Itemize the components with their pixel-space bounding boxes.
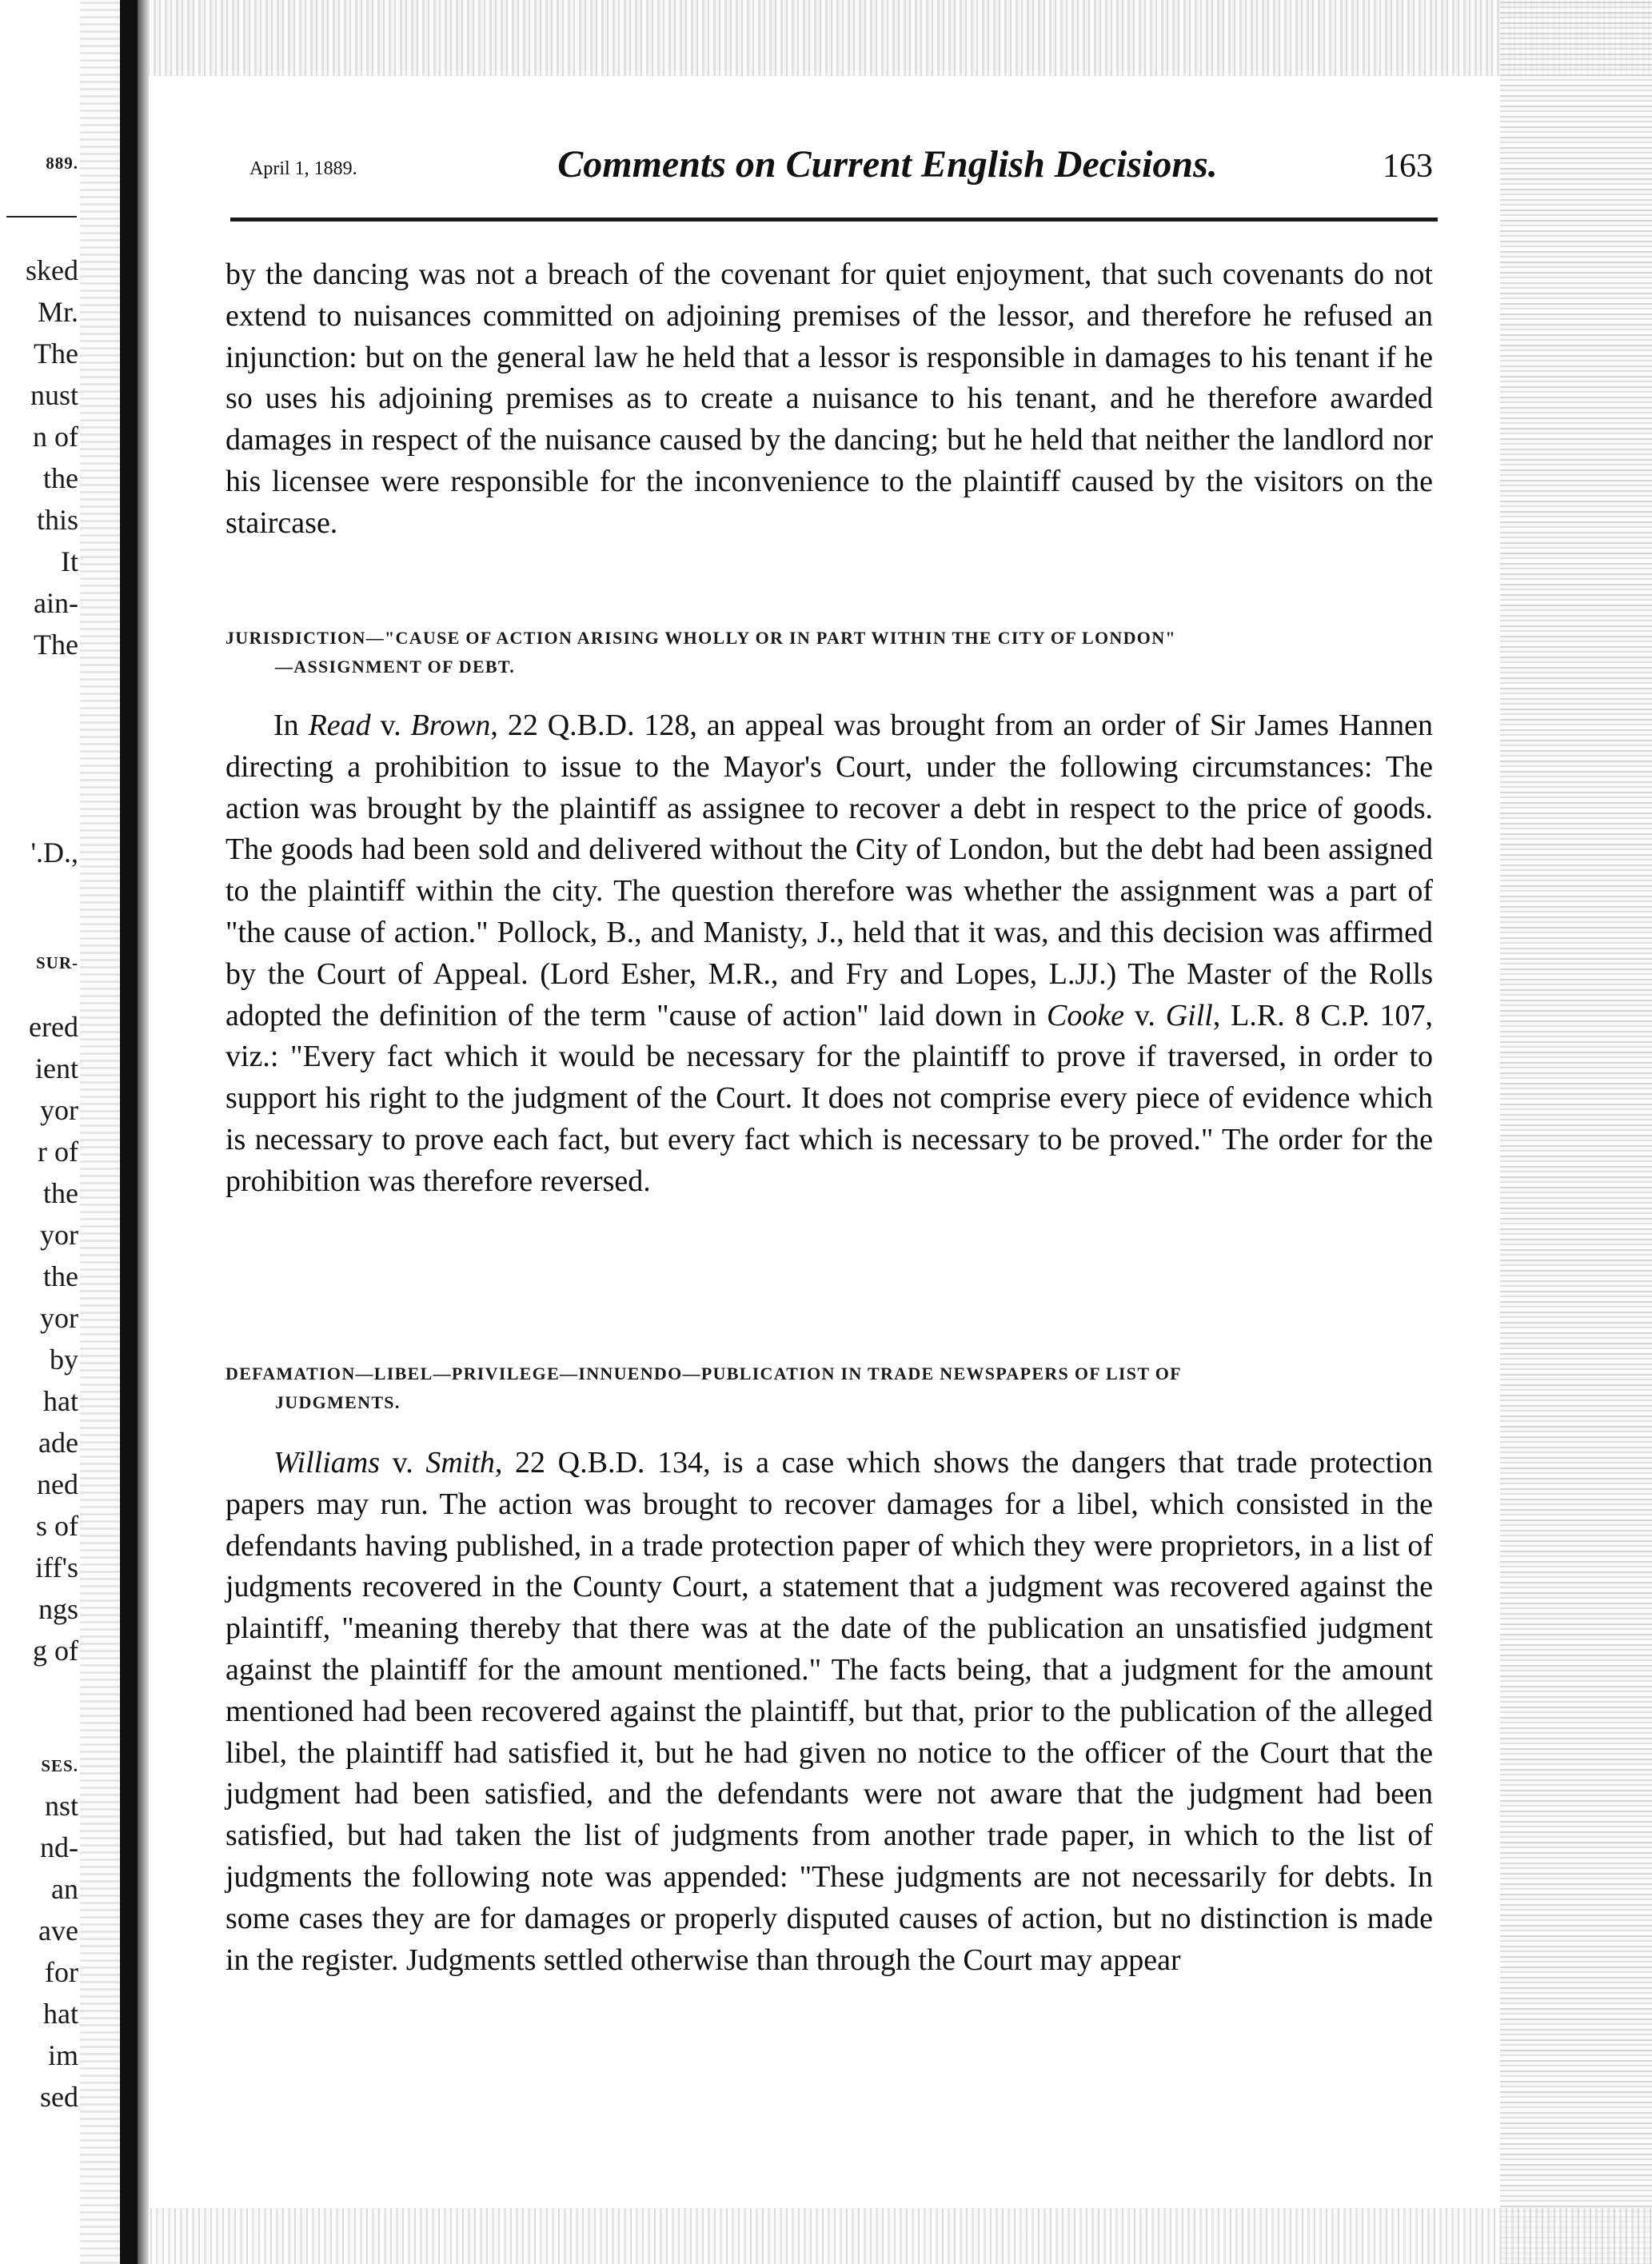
adjacent-fragment: r of [38,1136,78,1168]
adjacent-fragment: ned [37,1468,78,1500]
heading-line: —ASSIGNMENT OF DEBT. [275,657,516,677]
adjacent-fragment: yor [40,1094,78,1126]
adjacent-fragment: 889. [46,154,78,173]
adjacent-fragment: It [61,545,78,577]
adjacent-page-fragment [0,0,94,2264]
case-party: Williams [273,1446,381,1479]
adjacent-fragment: this [36,504,78,536]
paragraph-text: , 22 Q.B.D. 134, is a case which shows the dangers that trade protection papers may run. The action was brought to recover damages for a libel, which consisted in the defendants having published, in a trade protection paper of which they were proprietors, in a list of judgments recovered in the County Court, a statement that a judgment was recovered against the plaintiff, "meaning thereby that there was at the date of the publication an unsatisfied judgment against the plaintiff for the amount mentioned." The facts being, that a judgment for the amount mentioned had been recovered against the plaintiff, but that, prior to the publication of the alleged libel, the plaintiff had satisfied it, but he had given no notice to the officer of the Court that the judgment had been satisfied, and the defendants were not aware that the judgment had been satisfied, but had taken the list of judgments from another trade paper, in which to the list of judgments the following note was appended: "These judgments are not necessarily for debts. In some cases they are for damages or properly disputed causes of action, but no distinction is made in the register. Judgments settled otherwise than through the Court may appear [225,1446,1433,1977]
adjacent-fragment: by [50,1344,78,1376]
lead-word: In [273,709,309,742]
scan-edge-bottom [120,2208,1652,2264]
adjacent-fragment: ered [29,1011,78,1043]
section-paragraph [225,705,1433,1203]
adjacent-fragment: an [51,1873,78,1905]
section-heading-defamation [225,1360,1433,1417]
cited-party: Cooke [1046,998,1125,1032]
section-paragraph [225,1443,1433,1981]
adjacent-fragment: im [47,2039,78,2071]
adjacent-fragment: SES. [41,1756,78,1775]
cited-party: Gill [1165,998,1213,1032]
book-gutter-gradient [138,0,149,2264]
continuation-paragraph [225,254,1433,545]
case-party: Read [308,709,371,742]
adjacent-fragment: nust [30,379,78,411]
paragraph-text: , 22 Q.B.D. 128, an appeal was brought from an order of Sir James Hannen directing a prohibition to issue to the Mayor's Court, under the following circumstances: The action was brought by the plaintiff as assignee to recover a debt in respect to the price of goods. The goods had been sold and delivered without the City of London, but the debt had been assigned to the plaintiff within the city. The question therefore was whether the assignment was a part of "the cause of action." Pollock, B., and Manisty, J., held that it was, and this decision was affirmed by the Court of Appeal. (Lord Esher, M.R., and Fry and Lopes, L.JJ.) The Master of the Rolls adopted the definition of the term "cause of action" laid down in [225,709,1434,1032]
section-body-jurisdiction [225,705,1433,1203]
page-number: 163 [1383,148,1433,185]
case-versus: v. [1124,998,1166,1032]
case-party: Brown [410,709,491,742]
adjacent-fragment: hat [43,1998,78,2030]
heading-line: DEFAMATION—LIBEL—PRIVILEGE—INNUENDO—PUBLICATION IN TRADE NEWSPAPERS OF LIST OF [225,1364,1182,1384]
book-gutter-shadow [120,0,138,2264]
adjacent-fragment: the [43,462,78,494]
scan-edge-top [120,0,1652,76]
adjacent-fragment: s of [36,1510,78,1542]
adjacent-fragment: ngs [38,1593,78,1625]
paragraph-text: by the dancing was not a breach of the covenant for quiet enjoyment, that such covenants do not extend to nuisances committed on adjoining premises of the lessor, and therefore he refused an injunction: but on the general law he held that a lessor is responsible in damages to his tenant if he so uses his adjoining premises as to create a nuisance to his tenant, and he therefore awarded damages in respect of the nuisance caused by the dancing; but he held that neither the landlord nor his licensee were responsible for the inconvenience to the plaintiff caused by the visitors on the staircase. [225,258,1433,540]
section-heading-jurisdiction [225,624,1433,681]
adjacent-fragment: ient [35,1052,78,1084]
header-rule [230,218,1438,222]
adjacent-fragment: ade [38,1427,78,1459]
running-head [249,142,1433,190]
adjacent-fragment: the [43,1260,78,1292]
adjacent-fragment: yor [40,1219,78,1251]
case-versus: v. [370,709,411,742]
adjacent-fragment: '.D., [30,837,78,868]
heading-line: JUDGMENTS. [275,1392,401,1412]
adjacent-fragment: for [45,1956,78,1988]
adjacent-fragment: ave [38,1915,78,1947]
adjacent-fragment: g of [33,1635,78,1667]
adjacent-fragment: SUR- [35,953,78,972]
running-title: Comments on Current English Decisions. [557,143,1218,186]
heading-line: JURISDICTION—"CAUSE OF ACTION ARISING WHOLLY OR IN PART WITHIN THE CITY OF LONDON" [225,628,1176,648]
scan-edge-right [1500,0,1652,2264]
adjacent-fragment: n of [33,421,78,453]
adjacent-fragment: nst [44,1790,78,1822]
adjacent-fragment: The [34,337,78,369]
paragraph-text: , L.R. 8 C.P. 107, viz.: "Every fact which it would be necessary for the plaintiff to prove if traversed, in order to support his right to the judgment of the Court. It does not comprise every piece of evidence which is necessary to prove each fact, but every fact which is necessary to be proved." The order for the prohibition was therefore reversed. [225,998,1433,1198]
adjacent-fragment: The [34,629,78,661]
adjacent-fragment: Mr. [37,296,78,328]
adjacent-fragment: sed [40,2081,78,2113]
adjacent-fragment: yor [40,1302,78,1334]
adjacent-fragment: the [43,1177,78,1209]
adjacent-fragment: ain- [34,587,78,619]
section-body-defamation [225,1443,1433,1981]
case-party: Smith [425,1446,495,1479]
adjacent-fragment: hat [43,1385,78,1417]
adjacent-fragment: sked [26,254,78,286]
adjacent-page-rule [6,216,77,218]
issue-date: April 1, 1889. [249,158,357,179]
case-versus: v. [380,1446,426,1479]
adjacent-fragment: iff's [35,1551,78,1583]
adjacent-fragment: nd- [40,1831,78,1863]
